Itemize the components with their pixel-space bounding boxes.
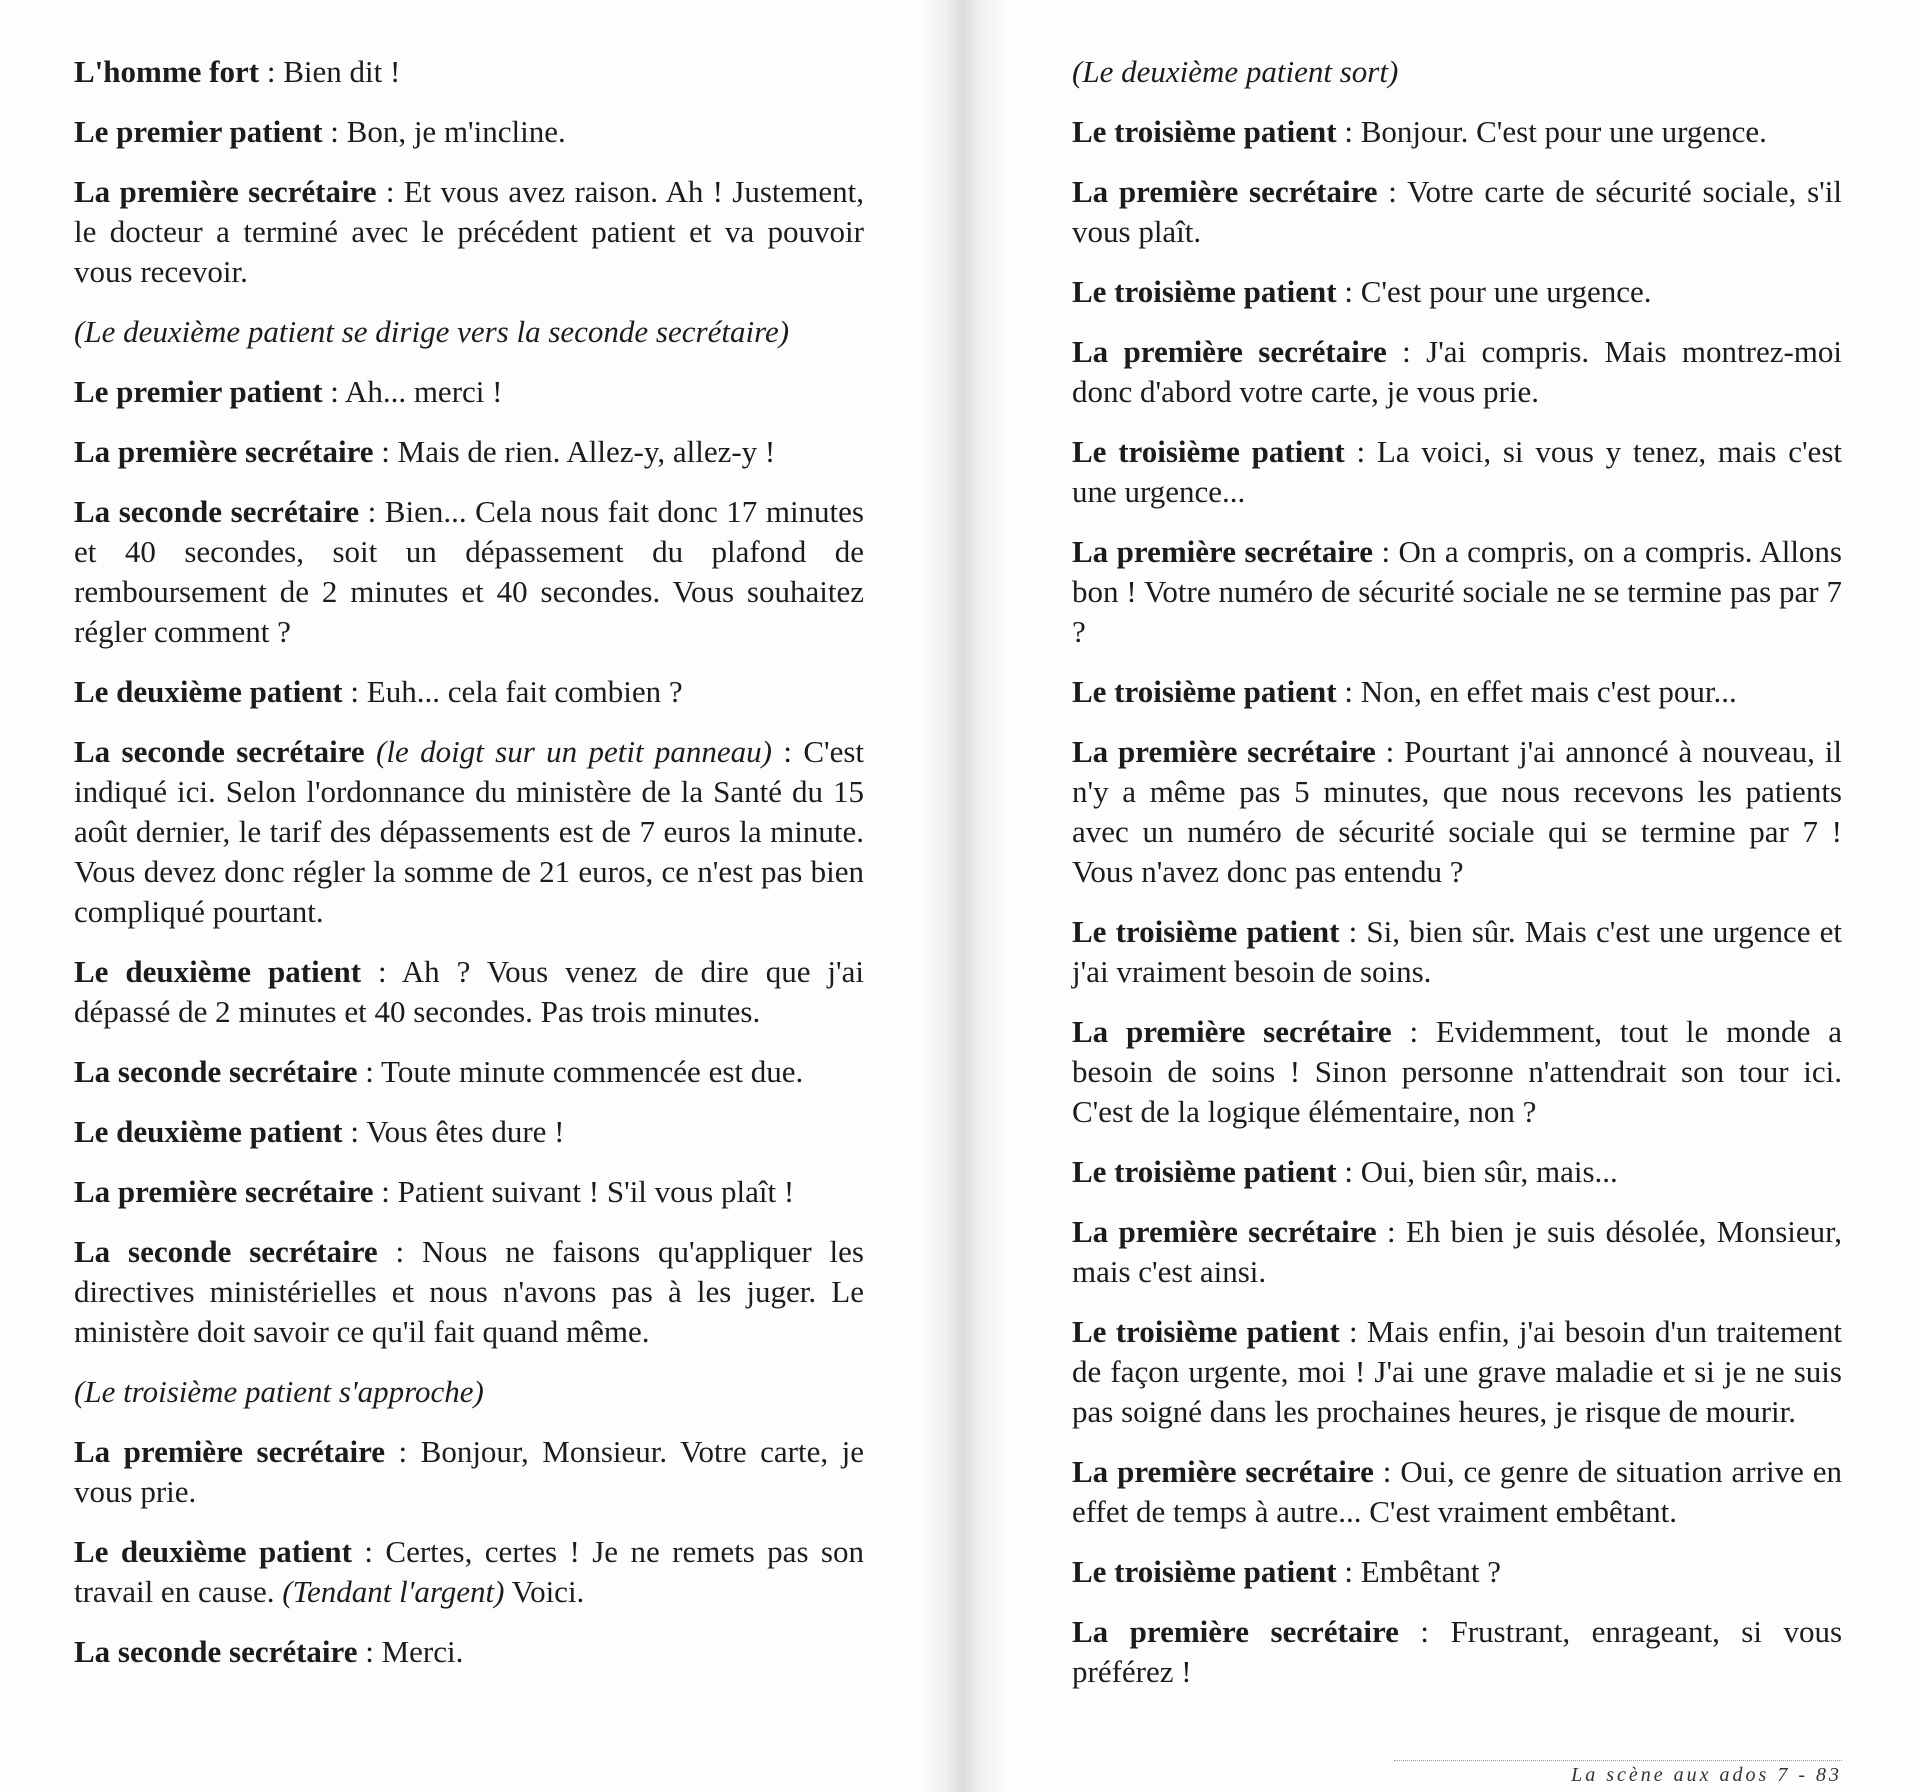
dialogue-line bbox=[1072, 272, 1842, 312]
dialogue-line bbox=[74, 1052, 864, 1092]
line-text: : C'est pour une urgence. bbox=[1336, 274, 1652, 309]
stage-direction bbox=[74, 312, 864, 352]
dialogue-line bbox=[74, 1532, 864, 1612]
dialogue-line bbox=[74, 1432, 864, 1512]
speaker-name: La première secrétaire bbox=[74, 1434, 386, 1469]
speaker-name: Le troisième patient bbox=[1072, 674, 1337, 709]
dialogue-line bbox=[1072, 172, 1842, 252]
line-text: : Patient suivant ! S'il vous plaît ! bbox=[373, 1174, 795, 1209]
dialogue-line bbox=[74, 112, 864, 152]
dialogue-line bbox=[74, 952, 864, 1032]
inline-direction: (Tendant l'argent) bbox=[282, 1574, 505, 1609]
stage-direction-text: (Le troisième patient s'approche) bbox=[74, 1374, 484, 1409]
speaker-name: La première secrétaire bbox=[1072, 1014, 1392, 1049]
speaker-name: L'homme fort bbox=[74, 54, 260, 89]
inline-direction: (le doigt sur un petit panneau) bbox=[376, 734, 773, 769]
line-text: : Mais de rien. Allez-y, allez-y ! bbox=[373, 434, 776, 469]
speaker-name: Le premier patient bbox=[74, 114, 323, 149]
speaker-name: La première secrétaire bbox=[74, 1174, 374, 1209]
dialogue-line bbox=[1072, 1012, 1842, 1132]
line-text: : Ah ? Vous venez de dire que j'ai dépassé de 2 minutes et 40 secondes. Pas trois minutes. bbox=[74, 954, 864, 1029]
line-text: : Si, bien sûr. Mais c'est une urgence et j'ai vraiment besoin de soins. bbox=[1072, 914, 1843, 989]
speaker-name: Le deuxième patient bbox=[74, 674, 343, 709]
speaker-name: Le troisième patient bbox=[1072, 1154, 1337, 1189]
speaker-name: La première secrétaire bbox=[1072, 334, 1387, 369]
speaker-name: Le deuxième patient bbox=[74, 1534, 352, 1569]
dialogue-line bbox=[1072, 332, 1842, 412]
dialogue-line bbox=[1072, 1552, 1842, 1592]
speaker-name: La première secrétaire bbox=[1072, 734, 1376, 769]
dialogue-line bbox=[1072, 732, 1842, 892]
stage-direction-text: (Le deuxième patient se dirige vers la seconde secrétaire) bbox=[74, 314, 790, 349]
line-text: : Evidemment, tout le monde a besoin de soins ! Sinon personne n'attendrait son tour ici. C'est de la logique élémentaire, non ? bbox=[1072, 1014, 1843, 1129]
dialogue-line bbox=[1072, 532, 1842, 652]
speaker-name: La seconde secrétaire bbox=[74, 1234, 378, 1269]
speaker-name: La première secrétaire bbox=[74, 434, 374, 469]
dialogue-line bbox=[1072, 912, 1842, 992]
line-text: : On a compris, on a compris. Allons bon ! Votre numéro de sécurité sociale ne se termine pas par 7 ? bbox=[1072, 534, 1843, 649]
speaker-name: La première secrétaire bbox=[1072, 174, 1378, 209]
line-text: : Nous ne faisons qu'appliquer les directives ministérielles et nous n'avons pas à les juger. Le ministère doit savoir ce qu'il fait quand même. bbox=[74, 1234, 864, 1349]
line-text: : Bien dit ! bbox=[259, 54, 401, 89]
line-text: : Votre carte de sécurité sociale, s'il vous plaît. bbox=[1072, 174, 1842, 249]
speaker-name: Le troisième patient bbox=[1072, 1554, 1337, 1589]
line-text: : J'ai compris. Mais montrez-moi donc d'abord votre carte, je vous prie. bbox=[1072, 334, 1843, 409]
dialogue-line bbox=[74, 52, 864, 92]
line-text: : La voici, si vous y tenez, mais c'est une urgence... bbox=[1072, 434, 1842, 509]
line-text: : Eh bien je suis désolée, Monsieur, mais c'est ainsi. bbox=[1072, 1214, 1842, 1289]
dialogue-line bbox=[1072, 672, 1842, 712]
footer-rule bbox=[1394, 1760, 1842, 1761]
dialogue-line bbox=[1072, 112, 1842, 152]
line-text: : Embêtant ? bbox=[1336, 1554, 1502, 1589]
line-text: : Oui, bien sûr, mais... bbox=[1336, 1154, 1618, 1189]
line-text: : Oui, ce genre de situation arrive en effet de temps à autre... C'est vraiment embêtant. bbox=[1072, 1454, 1843, 1529]
dialogue-line bbox=[74, 492, 864, 652]
line-text: : Frustrant, enrageant, si vous préférez ! bbox=[1072, 1614, 1843, 1689]
stage-direction bbox=[1072, 52, 1842, 92]
line-text: : Vous êtes dure ! bbox=[342, 1114, 565, 1149]
dialogue-line bbox=[1072, 1452, 1842, 1532]
speaker-name: Le troisième patient bbox=[1072, 914, 1340, 949]
page-footer: La scène aux ados 7 - 83 bbox=[1571, 1764, 1842, 1786]
speaker-name: La première secrétaire bbox=[1072, 534, 1373, 569]
dialogue-line bbox=[74, 432, 864, 472]
speaker-name: Le deuxième patient bbox=[74, 954, 362, 989]
speaker-name: Le troisième patient bbox=[1072, 434, 1345, 469]
line-text: : Toute minute commencée est due. bbox=[357, 1054, 804, 1089]
line-text: : Bonjour. C'est pour une urgence. bbox=[1336, 114, 1767, 149]
line-text: : Bonjour, Monsieur. Votre carte, je vous prie. bbox=[74, 1434, 864, 1509]
line-text: : Mais enfin, j'ai besoin d'un traitement de façon urgente, moi ! J'ai une grave maladie et si je ne suis pas soigné dans les prochaines heures, je risque de mourir. bbox=[1072, 1314, 1842, 1429]
dialogue-line bbox=[74, 172, 864, 292]
line-text: : Euh... cela fait combien ? bbox=[342, 674, 683, 709]
line-text: Voici. bbox=[504, 1574, 585, 1609]
speaker-name: Le troisième patient bbox=[1072, 274, 1337, 309]
line-text: : Merci. bbox=[357, 1634, 464, 1669]
line-text: : Certes, certes ! Je ne remets pas son travail en cause. bbox=[74, 1534, 864, 1609]
line-text: : Et vous avez raison. Ah ! Justement, le docteur a terminé avec le précédent patient et va pouvoir vous recevoir. bbox=[74, 174, 865, 289]
line-text: : Bien... Cela nous fait donc 17 minutes et 40 secondes, soit un dépassement du plafond de remboursement de 2 minutes et 40 secondes. Vous souhaitez régler comment ? bbox=[74, 494, 864, 649]
speaker-name: La seconde secrétaire bbox=[74, 734, 365, 769]
line-text: : Bon, je m'incline. bbox=[322, 114, 566, 149]
dialogue-line bbox=[1072, 1312, 1842, 1432]
speaker-name: La première secrétaire bbox=[1072, 1214, 1377, 1249]
dialogue-line bbox=[74, 1632, 864, 1672]
speaker-name: La seconde secrétaire bbox=[74, 494, 360, 529]
speaker-name: La première secrétaire bbox=[1072, 1454, 1374, 1489]
speaker-name: Le premier patient bbox=[74, 374, 323, 409]
speaker-name: Le troisième patient bbox=[1072, 1314, 1340, 1349]
dialogue-line bbox=[74, 1112, 864, 1152]
dialogue-line bbox=[74, 732, 864, 932]
dialogue-line bbox=[1072, 432, 1842, 512]
speaker-name: La première secrétaire bbox=[1072, 1614, 1399, 1649]
dialogue-line bbox=[1072, 1152, 1842, 1192]
right-page-text bbox=[1072, 52, 1842, 1712]
dialogue-line bbox=[74, 1232, 864, 1352]
speaker-name: La seconde secrétaire bbox=[74, 1634, 358, 1669]
dialogue-line bbox=[74, 672, 864, 712]
speaker-name: La seconde secrétaire bbox=[74, 1054, 358, 1089]
left-page-text bbox=[74, 52, 864, 1692]
line-text: : Non, en effet mais c'est pour... bbox=[1336, 674, 1737, 709]
line-text: : Ah... merci ! bbox=[322, 374, 503, 409]
stage-direction-text: (Le deuxième patient sort) bbox=[1072, 54, 1399, 89]
speaker-name: Le deuxième patient bbox=[74, 1114, 343, 1149]
speaker-name: Le troisième patient bbox=[1072, 114, 1337, 149]
dialogue-line bbox=[1072, 1212, 1842, 1292]
line-text: : C'est indiqué ici. Selon l'ordonnance du ministère de la Santé du 15 août dernier, le tarif des dépassements est de 7 euros la minute. Vous devez donc régler la somme de 21 euros, ce n'est pas bien compliqué pourtant. bbox=[74, 734, 865, 929]
dialogue-line bbox=[1072, 1612, 1842, 1692]
dialogue-line bbox=[74, 1172, 864, 1212]
book-gutter-shadow bbox=[918, 0, 1008, 1792]
speaker-name: La première secrétaire bbox=[74, 174, 377, 209]
dialogue-line bbox=[74, 372, 864, 412]
line-text: : Pourtant j'ai annoncé à nouveau, il n'y a même pas 5 minutes, que nous recevons les patients avec un numéro de sécurité sociale qui se termine par 7 ! Vous n'avez donc pas entendu ? bbox=[1072, 734, 1843, 889]
stage-direction bbox=[74, 1372, 864, 1412]
